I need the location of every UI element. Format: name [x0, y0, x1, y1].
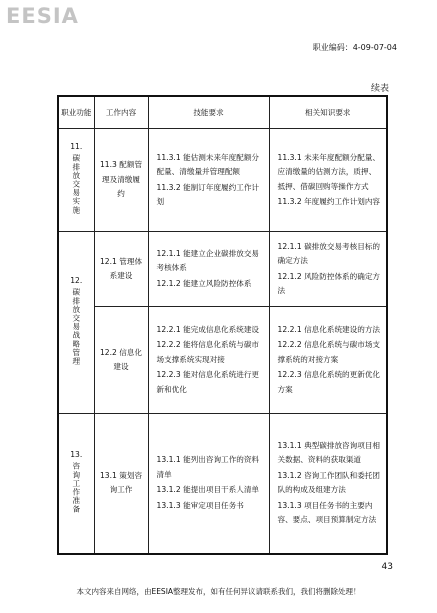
footer-disclaimer: 本文内容来自网络，由EESIA整理发布，如有任何异议请联系我们，我们将删除处理！	[76, 587, 361, 596]
page-number: 43	[381, 562, 393, 572]
function-number: 13.	[70, 449, 83, 459]
knowledge-item: 13.1.1 典型碳排放咨询项目相关数据、资料的获取渠道	[277, 440, 381, 465]
skill-item: 11.3.1 能估测未来年度配额分配量、清缴量并管理配额	[156, 152, 260, 177]
table-row	[58, 414, 387, 554]
job-code: 职业编码：4-09-07-04	[312, 43, 397, 52]
continued-label: 续表	[370, 84, 389, 94]
watermark-logo: EESIA	[6, 4, 79, 28]
header-content: 工作内容	[94, 96, 148, 129]
knowledge-cell	[269, 307, 387, 414]
knowledge-item: 12.2.3 信息化系统的更新优化方案	[277, 370, 381, 394]
function-cell	[58, 232, 94, 414]
skill-item: 12.2.2 能将信息化系统与碳市场支撑系统实现对接	[156, 340, 260, 364]
work-content-cell: 11.3 配额管理及清缴履约	[94, 129, 148, 232]
header-function: 职业功能	[58, 96, 94, 129]
standards-table	[57, 95, 388, 555]
skill-cell	[148, 129, 269, 232]
knowledge-item: 12.2.2 信息化系统与碳市场支撑系统的对接方案	[277, 340, 381, 364]
function-name: 碳排放交易战略管理	[71, 288, 81, 366]
work-content-cell: 12.2 信息化建设	[94, 307, 148, 414]
work-content-cell: 13.1 策划咨询工作	[94, 414, 148, 554]
knowledge-item: 13.1.3 项目任务书的主要内容、要点、项目预算制定方法	[277, 500, 377, 525]
function-cell	[58, 414, 94, 554]
skill-item: 11.3.2 能制订年度履约工作计划	[156, 182, 260, 206]
table-header-row	[58, 96, 387, 129]
table-row	[58, 232, 387, 307]
table-row	[58, 307, 387, 414]
skill-item: 13.1.2 能提出项目干系人清单	[156, 485, 260, 495]
skill-item: 12.2.3 能对信息化系统进行更新和优化	[156, 370, 260, 394]
function-name: 碳排放交易实施	[71, 154, 81, 215]
skill-cell	[148, 414, 269, 554]
knowledge-cell	[269, 232, 387, 307]
knowledge-item: 11.3.2 年度履约工作计划内容	[277, 196, 381, 206]
function-cell	[58, 129, 94, 232]
skill-item: 12.2.1 能完成信息化系统建设	[156, 324, 260, 334]
function-name: 咨询工作准备	[71, 461, 81, 514]
header-knowledge: 相关知识要求	[269, 96, 387, 129]
function-number: 12.	[70, 275, 83, 285]
function-number: 11.	[70, 141, 83, 151]
knowledge-item: 13.1.2 咨询工作团队和委托团队的构成及组建方法	[277, 470, 381, 495]
knowledge-item: 12.1.2 风险防控体系的确定方法	[277, 271, 381, 295]
skill-item: 12.1.1 能建立企业碳排放交易考核体系	[156, 248, 260, 273]
knowledge-item: 11.3.1 未来年度配额分配量、应清缴量的估测方法，质押、抵押、借碳回购等操作方式	[277, 152, 381, 191]
skill-item: 13.1.1 能列出咨询工作的资料清单	[156, 455, 260, 479]
skill-item: 13.1.3 能审定项目任务书	[156, 500, 244, 510]
work-content-cell: 12.1 管理体系建设	[94, 232, 148, 307]
knowledge-item: 12.2.1 信息化系统建设的方法	[277, 324, 381, 334]
table-row	[58, 129, 387, 232]
knowledge-cell	[269, 129, 387, 232]
knowledge-item: 12.1.1 碳排放交易考核目标的确定方法	[277, 241, 381, 266]
knowledge-cell	[269, 414, 387, 554]
skill-item: 12.1.2 能建立风险防控体系	[156, 278, 252, 288]
header-skills: 技能要求	[148, 96, 269, 129]
skill-cell	[148, 307, 269, 414]
skill-cell	[148, 232, 269, 307]
